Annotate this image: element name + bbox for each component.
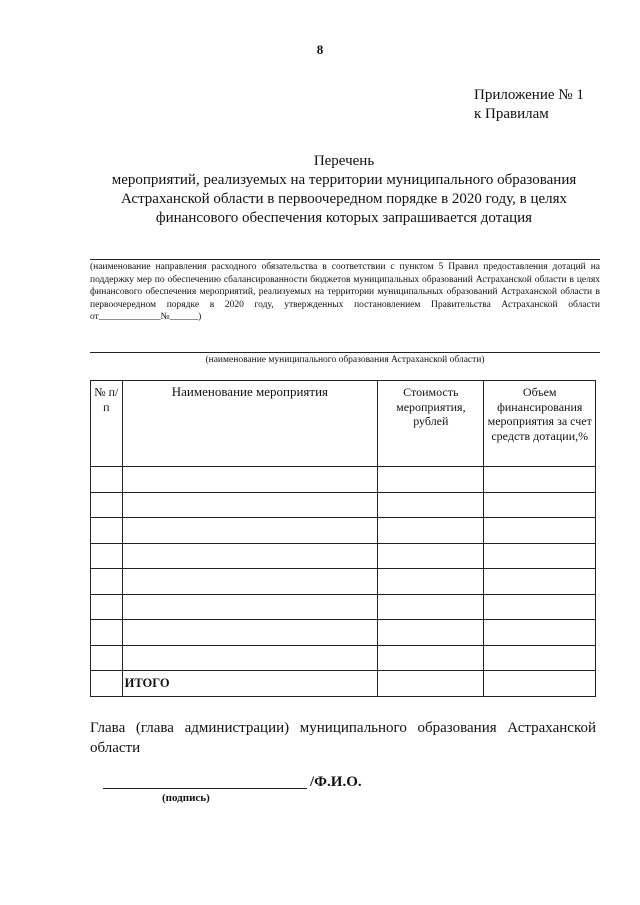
title-heading: Перечень [313, 153, 375, 169]
cell-cost[interactable] [378, 620, 484, 646]
direction-fill-line [90, 259, 600, 260]
header-cost: Стоимость мероприятия, рублей [378, 381, 484, 467]
cell-measure-name[interactable] [122, 492, 378, 518]
cell-cost[interactable] [378, 594, 484, 620]
header-funding-share: Объем финансирования мероприятия за счет средств дотации,% [484, 381, 596, 467]
cell-measure-name[interactable] [122, 620, 378, 646]
cell-funding-share[interactable] [484, 645, 596, 671]
table-row [91, 594, 596, 620]
measures-table [90, 380, 596, 697]
cell-measure-name[interactable] [122, 543, 378, 569]
cell-cost[interactable] [378, 467, 484, 493]
cell-measure-name[interactable] [122, 645, 378, 671]
cell-funding-share[interactable] [484, 467, 596, 493]
table-row-total [91, 671, 596, 697]
cell-cost[interactable] [378, 543, 484, 569]
appendix-line-1: Приложение № 1 [474, 87, 584, 103]
municipality-note: (наименование муниципального образования Астраханской области) [205, 355, 485, 365]
table-row [91, 569, 596, 595]
cell-number[interactable] [91, 645, 123, 671]
municipality-fill-line [90, 352, 600, 353]
appendix-line-2: к Правилам [474, 106, 549, 122]
document-title [88, 152, 600, 228]
cell-number[interactable] [91, 594, 123, 620]
cell-funding-share[interactable] [484, 492, 596, 518]
signature-caption: (подпись) [162, 792, 210, 804]
appendix-reference [474, 86, 584, 124]
page-number: 8 [316, 42, 324, 57]
cell-cost[interactable] [378, 492, 484, 518]
cell-funding-share[interactable] [484, 543, 596, 569]
cell-number[interactable] [91, 467, 123, 493]
table-body [91, 467, 596, 697]
total-cell-cost[interactable] [378, 671, 484, 697]
signature-fio: /Ф.И.О. [310, 774, 362, 790]
cell-measure-name[interactable] [122, 569, 378, 595]
signature-position: Глава (глава администрации) муниципального образования Астраханской области [90, 720, 596, 756]
table-header-row [91, 381, 596, 467]
table-row [91, 543, 596, 569]
signature-line[interactable] [103, 788, 307, 789]
cell-measure-name[interactable] [122, 518, 378, 544]
table-row [91, 620, 596, 646]
table-row [91, 645, 596, 671]
direction-note: (наименование направления расходного обязательства в соответствии с пунктом 5 Правил предоставления дотаций на поддержку мер по обеспечению сбалансированности бюджетов муниципальных образований Астраханской области в целях финансового обеспечения мероприятий, реализуемых на территории муниципальных образований Астраханской области в первоочередном порядке в 2020 году, утвержденных постановлением Правительства Астраханской области от_____________№______) [90, 262, 600, 322]
cell-cost[interactable] [378, 569, 484, 595]
cell-number[interactable] [91, 543, 123, 569]
table-row [91, 467, 596, 493]
cell-measure-name[interactable] [122, 467, 378, 493]
total-cell-share[interactable] [484, 671, 596, 697]
table-row [91, 492, 596, 518]
total-label: ИТОГО [122, 671, 378, 697]
total-cell-number[interactable] [91, 671, 123, 697]
cell-funding-share[interactable] [484, 569, 596, 595]
cell-number[interactable] [91, 569, 123, 595]
cell-number[interactable] [91, 620, 123, 646]
cell-cost[interactable] [378, 518, 484, 544]
cell-funding-share[interactable] [484, 518, 596, 544]
cell-number[interactable] [91, 492, 123, 518]
header-measure-name: Наименование мероприятия [122, 381, 378, 467]
cell-funding-share[interactable] [484, 594, 596, 620]
cell-number[interactable] [91, 518, 123, 544]
title-subtitle: мероприятий, реализуемых на территории муниципального образования Астраханской области в первоочередном порядке в 2020 году, в целях финансового обеспечения которых запрашивается дотация [111, 172, 577, 226]
cell-funding-share[interactable] [484, 620, 596, 646]
cell-cost[interactable] [378, 645, 484, 671]
table-row [91, 518, 596, 544]
cell-measure-name[interactable] [122, 594, 378, 620]
header-number: № п/п [91, 381, 123, 467]
